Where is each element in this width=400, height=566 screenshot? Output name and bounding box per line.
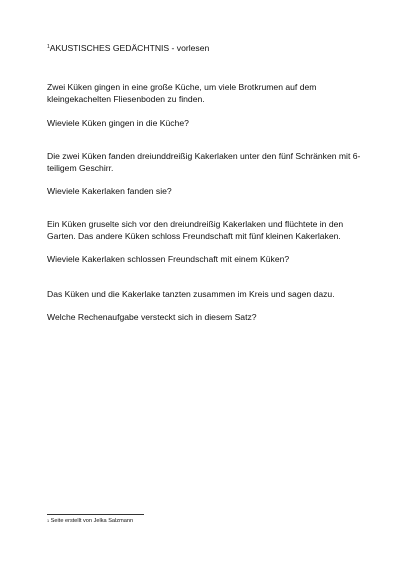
footnote-text: Seite erstellt von Jelka Salzmann xyxy=(49,518,134,524)
footnote-divider xyxy=(47,514,144,515)
page-title-text: AKUSTISCHES GEDÄCHTNIS - vorlesen xyxy=(49,43,210,53)
question-2: Wieviele Kakerlaken fanden sie? xyxy=(47,186,172,196)
footnote-reference: 1 xyxy=(47,44,50,50)
story-paragraph-4: Das Küken und die Kakerlake tanzten zusammen im Kreis und sagen dazu. xyxy=(47,289,335,299)
story-paragraph-3: Ein Küken gruselte sich vor den dreiundreißig Kakerlaken und flüchtete in den Garten. Das andere Küken schloss Freundschaft mit fünf kleinen Kakerlaken. xyxy=(47,219,344,242)
question-4: Welche Rechenaufgabe versteckt sich in diesem Satz? xyxy=(47,312,257,322)
page-title xyxy=(47,42,367,54)
footnote-mark: 1 xyxy=(47,519,50,523)
footnote xyxy=(47,517,133,525)
question-3: Wieviele Kakerlaken schlossen Freundschaft mit einem Küken? xyxy=(47,254,290,264)
question-1: Wieviele Küken gingen in die Küche? xyxy=(47,118,189,128)
story-paragraph-2: Die zwei Küken fanden dreiunddreißig Kakerlaken unter den fünf Schränken mit 6-teiligem Geschirr. xyxy=(47,151,361,174)
story-paragraph-1: Zwei Küken gingen in eine große Küche, um viele Brotkrumen auf dem kleingekachelten Fliesenboden zu finden. xyxy=(47,82,317,105)
